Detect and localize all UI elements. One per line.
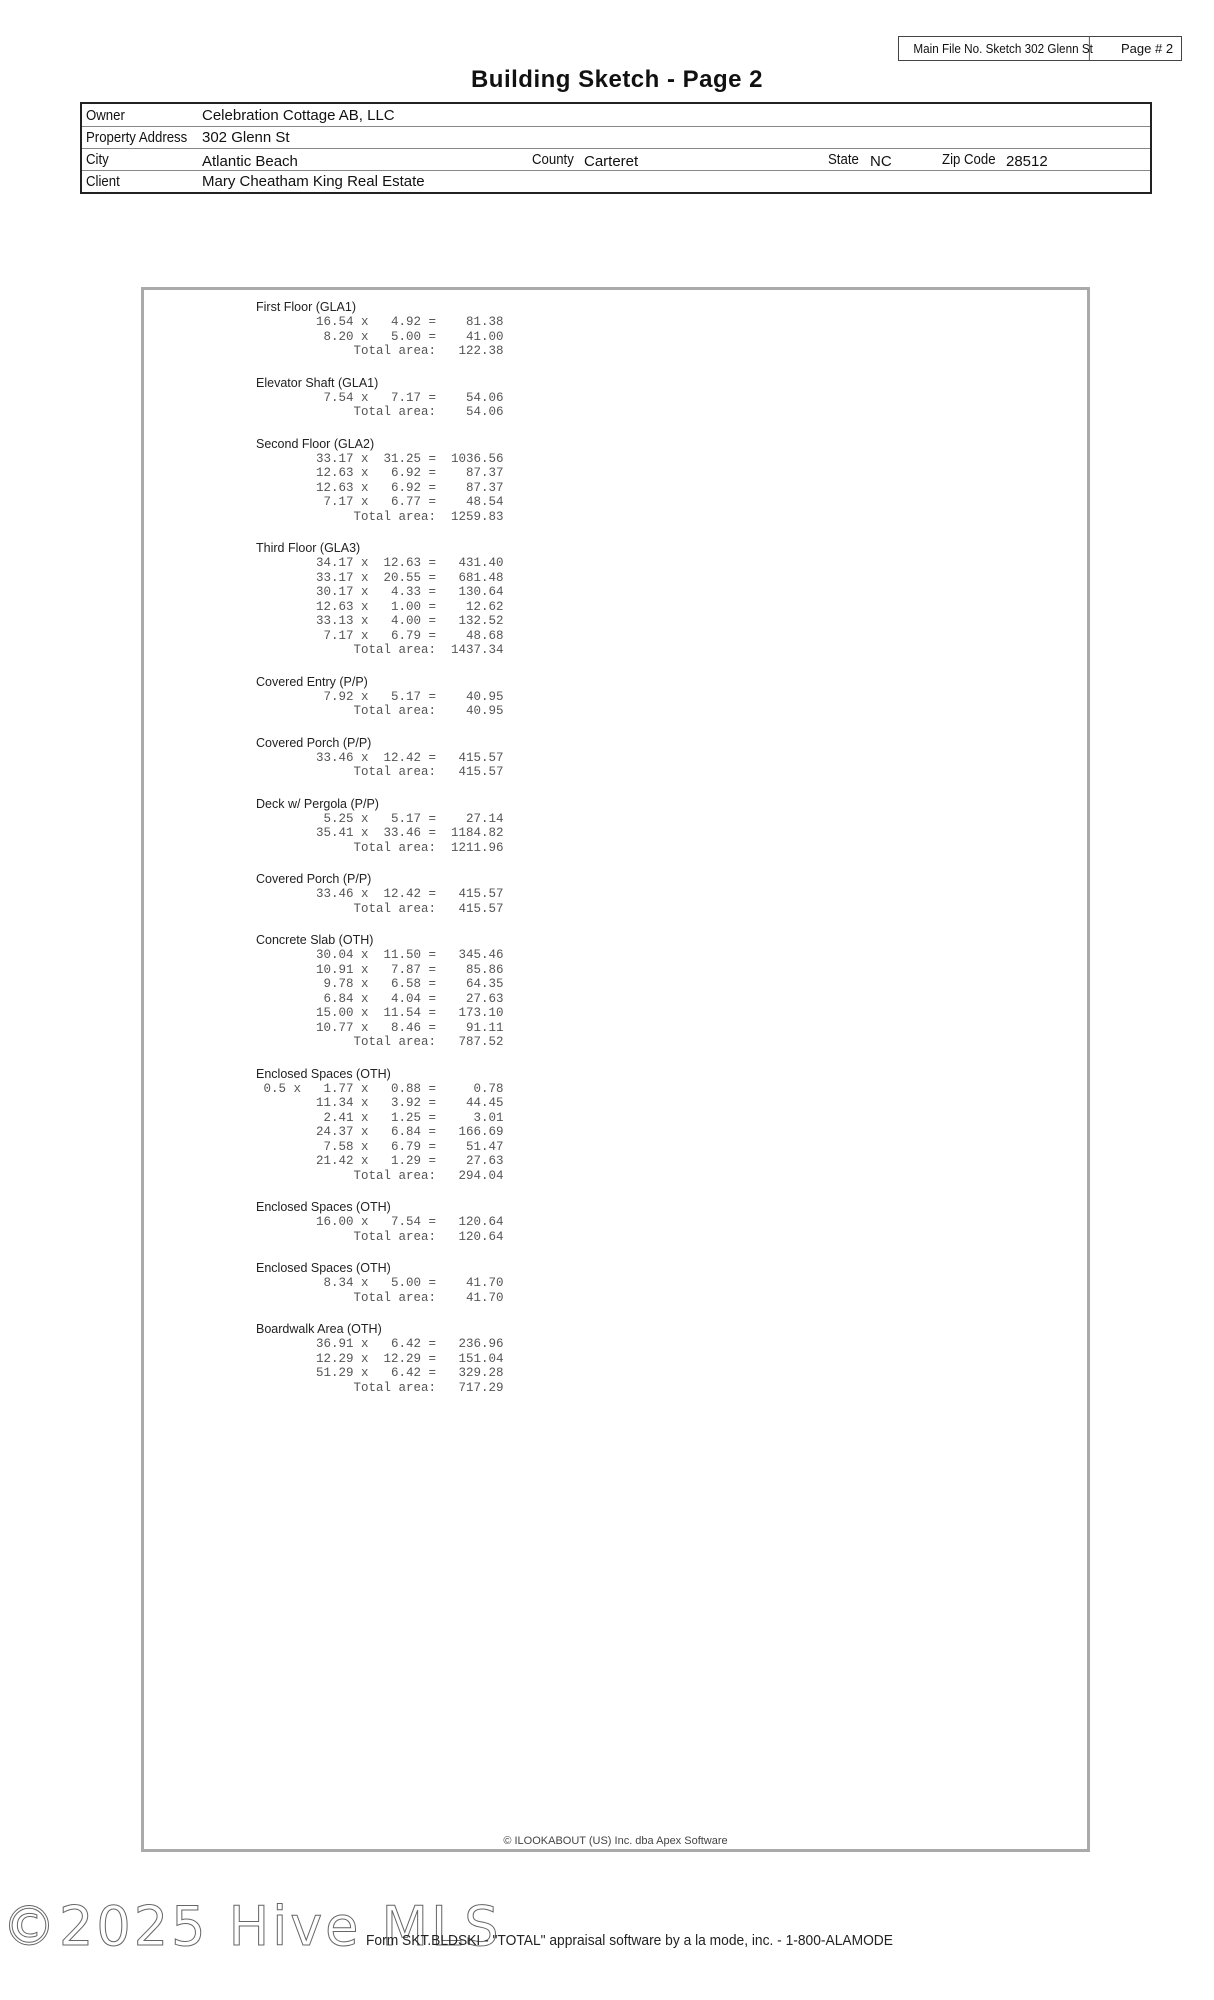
area-line: 35.41 x 33.46 = 1184.82 [256, 826, 504, 840]
client-row [82, 170, 1150, 192]
area-group [256, 797, 504, 856]
address-label: Property Address [86, 129, 188, 146]
area-line: 34.17 x 12.63 = 431.40 [256, 556, 504, 570]
area-group [256, 300, 504, 359]
area-line: 7.54 x 7.17 = 54.06 [256, 390, 504, 405]
area-group [256, 376, 504, 420]
area-group [256, 1322, 504, 1395]
area-total: Total area: 41.70 [256, 1290, 504, 1305]
area-line: 11.34 x 3.92 = 44.45 [256, 1096, 504, 1110]
area-group [256, 736, 504, 780]
area-line: 6.84 x 4.04 = 27.63 [256, 991, 504, 1006]
area-total: Total area: 1437.34 [256, 643, 504, 657]
area-group-title: Covered Porch (P/P) [256, 735, 372, 750]
area-calculations [256, 300, 504, 1412]
area-line: 8.34 x 5.00 = 41.70 [256, 1276, 504, 1290]
area-group-title: Enclosed Spaces (OTH) [256, 1261, 391, 1275]
area-group-title: Second Floor (GLA2) [256, 436, 375, 451]
area-total: Total area: 294.04 [256, 1168, 504, 1183]
area-group-title: First Floor (GLA1) [256, 300, 357, 314]
area-total: Total area: 415.57 [256, 765, 504, 779]
area-line: 16.00 x 7.54 = 120.64 [256, 1215, 504, 1229]
area-total: Total area: 120.64 [256, 1229, 504, 1244]
area-line: 9.78 x 6.58 = 64.35 [256, 977, 504, 991]
area-group [256, 1261, 504, 1305]
area-line: 12.63 x 6.92 = 87.37 [256, 480, 504, 495]
area-line: 33.17 x 31.25 = 1036.56 [256, 451, 504, 466]
area-group-title: Enclosed Spaces (OTH) [256, 1200, 391, 1214]
area-total: Total area: 717.29 [256, 1380, 504, 1395]
zip-label: Zip Code [942, 151, 996, 168]
form-footer: Form SKT.BLDSKI - "TOTAL" appraisal software by a la mode, inc. - 1-800-ALAMODE [366, 1932, 893, 1949]
area-group-title: Covered Entry (P/P) [256, 674, 368, 689]
area-total: Total area: 40.95 [256, 704, 504, 718]
area-total: Total area: 787.52 [256, 1035, 504, 1049]
sheet-copyright: © ILOOKABOUT (US) Inc. dba Apex Software [503, 1835, 728, 1847]
main-file-number: Main File No. Sketch 302 Glenn St [899, 37, 1090, 60]
area-line: 12.63 x 1.00 = 12.62 [256, 599, 504, 614]
area-group [256, 675, 504, 719]
area-line: 12.29 x 12.29 = 151.04 [256, 1351, 504, 1366]
area-group-title: Concrete Slab (OTH) [256, 933, 374, 947]
county-value: Carteret [584, 153, 639, 170]
page-title: Building Sketch - Page 2 [470, 66, 764, 93]
zip-value: 28512 [1006, 153, 1048, 170]
city-label: City [86, 151, 109, 168]
owner-row [82, 104, 1150, 127]
address-row [82, 126, 1150, 149]
owner-label: Owner [86, 107, 125, 124]
main-file-box [898, 36, 1182, 61]
area-line: 10.77 x 8.46 = 91.11 [256, 1020, 504, 1035]
area-group-title: Covered Porch (P/P) [256, 872, 372, 886]
area-line: 15.00 x 11.54 = 173.10 [256, 1006, 504, 1020]
client-label: Client [86, 173, 120, 190]
area-group [256, 933, 504, 1050]
area-line: 33.13 x 4.00 = 132.52 [256, 614, 504, 628]
county-label: County [532, 151, 574, 168]
area-line: 0.5 x 1.77 x 0.88 = 0.78 [256, 1081, 504, 1096]
area-group [256, 1200, 504, 1244]
area-line: 10.91 x 7.87 = 85.86 [256, 962, 504, 977]
area-group-title: Third Floor (GLA3) [256, 541, 361, 555]
area-line: 16.54 x 4.92 = 81.38 [256, 315, 504, 329]
area-line: 7.17 x 6.79 = 48.68 [256, 628, 504, 643]
area-group-title: Deck w/ Pergola (P/P) [256, 796, 379, 811]
area-line: 7.58 x 6.79 = 51.47 [256, 1139, 504, 1154]
area-line: 5.25 x 5.17 = 27.14 [256, 811, 504, 826]
area-group-title: Boardwalk Area (OTH) [256, 1322, 382, 1336]
area-total: Total area: 1259.83 [256, 509, 504, 524]
area-group [256, 872, 504, 916]
property-info-table [80, 102, 1152, 194]
area-line: 51.29 x 6.42 = 329.28 [256, 1366, 504, 1380]
area-total: Total area: 1211.96 [256, 840, 504, 855]
area-line: 7.92 x 5.17 = 40.95 [256, 689, 504, 704]
state-label: State [828, 151, 859, 168]
area-line: 33.46 x 12.42 = 415.57 [256, 750, 504, 765]
area-line: 36.91 x 6.42 = 236.96 [256, 1337, 504, 1351]
address-value: 302 Glenn St [202, 129, 290, 146]
area-line: 24.37 x 6.84 = 166.69 [256, 1125, 504, 1139]
area-group [256, 437, 504, 525]
area-line: 12.63 x 6.92 = 87.37 [256, 466, 504, 480]
city-value: Atlantic Beach [202, 153, 298, 170]
state-value: NC [870, 153, 892, 170]
area-group-title: Elevator Shaft (GLA1) [256, 375, 379, 390]
area-group [256, 1067, 504, 1184]
area-line: 30.17 x 4.33 = 130.64 [256, 585, 504, 599]
area-line: 33.17 x 20.55 = 681.48 [256, 570, 504, 585]
client-value: Mary Cheatham King Real Estate [202, 173, 425, 190]
watermark: ©2025 Hive MLS [2, 1895, 502, 1958]
area-group [256, 541, 504, 658]
area-line: 7.17 x 6.77 = 48.54 [256, 495, 504, 509]
owner-value: Celebration Cottage AB, LLC [202, 107, 395, 124]
area-line: 21.42 x 1.29 = 27.63 [256, 1154, 504, 1168]
area-group-title: Enclosed Spaces (OTH) [256, 1066, 391, 1081]
area-total: Total area: 54.06 [256, 405, 504, 419]
area-total: Total area: 415.57 [256, 901, 504, 916]
page-number: Page # 2 [1121, 41, 1174, 56]
area-line: 30.04 x 11.50 = 345.46 [256, 948, 504, 962]
area-line: 2.41 x 1.25 = 3.01 [256, 1110, 504, 1125]
area-total: Total area: 122.38 [256, 344, 504, 358]
city-row [82, 148, 1150, 171]
area-line: 33.46 x 12.42 = 415.57 [256, 887, 504, 901]
area-line: 8.20 x 5.00 = 41.00 [256, 329, 504, 344]
sketch-sheet [141, 287, 1090, 1852]
